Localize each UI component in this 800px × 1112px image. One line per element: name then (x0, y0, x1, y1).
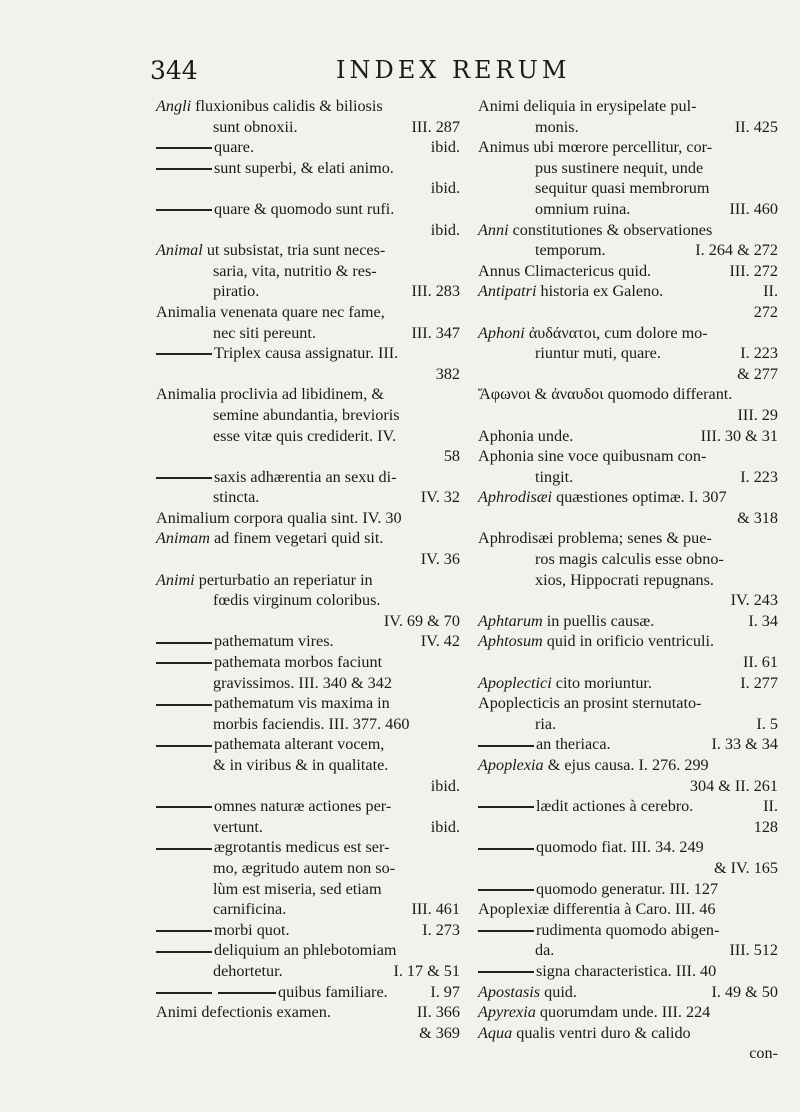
index-line (478, 899, 778, 920)
repeat-dash (156, 745, 212, 747)
repeat-dash (218, 992, 276, 994)
index-text: 272 (753, 302, 778, 321)
index-line (156, 137, 460, 158)
index-line (156, 549, 460, 570)
index-line (478, 405, 778, 426)
index-line (478, 240, 778, 261)
index-lemma: Apoplectici (478, 673, 552, 692)
index-text: ægrotantis medicus est ser- (214, 838, 390, 857)
repeat-dash (156, 477, 212, 479)
index-line (478, 384, 778, 405)
index-text: morbis faciendis. III. 377. 460 (213, 714, 410, 733)
index-line (156, 652, 460, 673)
index-text: Annus Climactericus quid. (478, 261, 652, 280)
page-reference: III. 272 (729, 261, 778, 280)
index-text: in puellis causæ. (542, 611, 655, 630)
index-text: & in viribus & in qualitate. (213, 756, 389, 774)
index-text: quorumdam unde. III. 224 (535, 1003, 711, 1022)
index-line (156, 343, 460, 364)
page-reference: I. 264 & 272 (695, 241, 778, 260)
index-text: IV. 36 (420, 550, 460, 569)
repeat-dash (478, 806, 534, 808)
index-line (478, 611, 778, 632)
index-line (478, 920, 778, 941)
index-line (478, 261, 778, 282)
page-reference: II. (763, 282, 778, 301)
index-line (478, 755, 778, 776)
index-line (156, 302, 460, 323)
index-text: constitutiones & observationes (508, 220, 713, 239)
index-line (156, 796, 460, 817)
index-line (156, 611, 460, 632)
page-reference: III. 347 (411, 323, 460, 342)
index-text: morbi quot. (214, 920, 290, 939)
index-text: quare. (214, 138, 254, 157)
page-reference: II. (763, 797, 778, 816)
index-text: lædit actiones à cerebro. (536, 797, 694, 816)
repeat-dash (156, 642, 212, 644)
left-column (156, 96, 460, 1043)
repeat-dash (156, 930, 212, 932)
index-line (478, 446, 778, 467)
index-line (478, 137, 778, 158)
index-line (156, 755, 460, 776)
index-text: Aphonia sine voce quibusnam con- (478, 447, 707, 466)
index-lemma: Apoplexia (478, 756, 544, 774)
index-text: pathematum vis maxima in (214, 694, 390, 713)
index-text: Animalia proclivia ad libidinem, & (156, 385, 384, 404)
index-text: Animalium corpora qualia sint. IV. 30 (156, 508, 402, 527)
index-line (478, 1002, 778, 1023)
index-line (156, 323, 460, 344)
index-line (156, 714, 460, 735)
index-text: perturbatio an reperiatur in (194, 570, 373, 589)
index-text: Triplex causa assignatur. III. (214, 344, 399, 363)
repeat-dash (156, 951, 212, 953)
index-line (478, 281, 778, 302)
index-text: gravissimos. III. 340 & 342 (213, 673, 392, 692)
repeat-dash (156, 992, 212, 994)
index-text: monis. (535, 117, 579, 136)
index-text: ἀυδάνατοι, cum dolore mo- (524, 323, 708, 342)
index-text: 382 (435, 364, 460, 383)
index-text: 304 & II. 261 (689, 776, 778, 795)
index-text: 128 (753, 817, 778, 836)
index-line (156, 734, 460, 755)
index-text: signa characteristica. III. 40 (536, 961, 717, 980)
index-line (478, 528, 778, 549)
index-line (478, 199, 778, 220)
index-text: quid. (540, 982, 577, 1001)
index-lemma: Animi (156, 570, 195, 589)
page-reference: I. 97 (430, 982, 460, 1001)
repeat-dash (156, 662, 212, 664)
index-text: 58 (443, 447, 460, 466)
index-line (478, 1023, 778, 1044)
index-text: ibid. (430, 179, 460, 198)
index-text: fluxionibus calidis & biliosis (191, 97, 383, 115)
index-line (478, 796, 778, 817)
index-line (156, 961, 460, 982)
index-line (478, 487, 778, 508)
index-line (156, 220, 460, 241)
index-line (156, 508, 460, 529)
page-reference: III. 287 (411, 117, 460, 136)
index-text: pus sustinere nequit, unde (535, 158, 704, 177)
index-text: Ἄφωνοι & ἀναυδοι quomodo differant. (478, 385, 733, 404)
index-text: ut subsistat, tria sunt neces- (202, 241, 386, 260)
index-line (156, 570, 460, 591)
index-text: quæstiones optimæ. I. 307 (552, 488, 727, 507)
repeat-dash (156, 848, 212, 850)
index-text: & ejus causa. I. 276. 299 (543, 756, 709, 774)
index-line (478, 343, 778, 364)
index-line (478, 982, 778, 1003)
index-text: esse vitæ quis crediderit. IV. (213, 426, 397, 445)
index-line (156, 467, 460, 488)
index-lemma: Apostasis (478, 982, 541, 1001)
page-reference: I. 33 & 34 (711, 735, 778, 754)
index-line (156, 178, 460, 199)
index-text: Animi defectionis examen. (156, 1003, 331, 1022)
index-text: rudimenta quomodo abigen- (536, 920, 720, 939)
index-line (156, 693, 460, 714)
page-reference: I. 223 (740, 467, 778, 486)
index-text: sunt superbi, & elati animo. (214, 158, 394, 177)
index-line (156, 1023, 460, 1044)
index-line (478, 220, 778, 241)
index-line (478, 858, 778, 879)
index-line (478, 837, 778, 858)
index-text: quare & quomodo sunt rufi. (214, 199, 395, 218)
index-text: riuntur muti, quare. (535, 344, 661, 363)
index-line (478, 1043, 778, 1064)
page-reference: II. 366 (416, 1003, 460, 1022)
index-text: quid in orificio ventriculi. (542, 632, 715, 651)
index-lemma: Aphrodisæi (478, 488, 553, 507)
index-text: qualis ventri duro & calido (512, 1023, 691, 1042)
page-reference: I. 49 & 50 (711, 982, 778, 1001)
page-reference: ibid. (430, 138, 460, 157)
index-text: Animi deliquia in erysipelate pul- (478, 97, 697, 115)
index-text: lùm est miseria, sed etiam (213, 879, 382, 898)
index-line (478, 549, 778, 570)
index-lemma: Apyrexia (478, 1003, 536, 1022)
index-line (478, 714, 778, 735)
page-reference: III. 30 & 31 (700, 426, 778, 445)
index-line (478, 158, 778, 179)
index-line (156, 281, 460, 302)
index-line (478, 302, 778, 323)
index-text: pathemata alterant vocem, (214, 735, 385, 754)
index-line (156, 426, 460, 447)
index-line (156, 590, 460, 611)
index-text: con- (749, 1044, 778, 1063)
index-text: & IV. 165 (713, 858, 778, 877)
repeat-dash (478, 889, 534, 891)
index-line (478, 467, 778, 488)
index-line (156, 940, 460, 961)
index-lemma: Anni (478, 220, 509, 239)
index-lemma: Aqua (478, 1023, 513, 1042)
running-title: INDEX RERUM (336, 56, 571, 84)
index-line (156, 982, 460, 1003)
index-line (156, 899, 460, 920)
index-text: omnes naturæ actiones per- (214, 797, 392, 816)
index-text: IV. 243 (730, 591, 778, 610)
index-text: pathemata morbos faciunt (214, 653, 383, 672)
index-line (156, 240, 460, 261)
repeat-dash (478, 971, 534, 973)
index-text: II. 61 (742, 653, 778, 672)
index-text: ad finem vegetari quid sit. (209, 529, 384, 548)
repeat-dash (156, 704, 212, 706)
page-reference: II. 425 (734, 117, 778, 136)
page-reference: IV. 42 (420, 632, 460, 651)
page-reference: I. 17 & 51 (393, 961, 460, 980)
index-text: an theriaca. (536, 735, 611, 754)
index-line (478, 673, 778, 694)
index-text: quomodo generatur. III. 127 (536, 879, 719, 898)
index-text: ria. (535, 714, 557, 733)
index-text: semine abundantia, brevioris (213, 405, 400, 424)
index-text: saria, vita, nutritio & res- (213, 261, 377, 280)
page-header (0, 56, 800, 96)
index-line (478, 879, 778, 900)
index-text: dehortetur. (213, 961, 283, 980)
index-lemma: Antipatri (478, 282, 537, 301)
index-text: Apoplecticis an prosint sternutato- (478, 694, 702, 713)
repeat-dash (478, 848, 534, 850)
index-text: piratio. (213, 282, 260, 301)
repeat-dash (156, 168, 212, 170)
index-line (478, 570, 778, 591)
index-line (478, 940, 778, 961)
index-line (478, 364, 778, 385)
index-text: stincta. (213, 488, 260, 507)
index-line (478, 734, 778, 755)
index-line (156, 261, 460, 282)
page-reference: III. 283 (411, 282, 460, 301)
index-text: da. (535, 941, 555, 960)
index-text: ros magis calculis esse obno- (535, 550, 724, 569)
index-text: & 277 (737, 364, 778, 383)
right-column (478, 96, 778, 1064)
index-text: & 318 (737, 508, 778, 527)
index-text: & 369 (419, 1023, 460, 1042)
page-reference: ibid. (430, 817, 460, 836)
index-line (478, 961, 778, 982)
index-line (156, 364, 460, 385)
index-text: III. 29 (737, 405, 778, 424)
index-text: Animus ubi mœrore percellitur, cor- (478, 138, 713, 157)
page-reference: III. 461 (411, 900, 460, 919)
index-text: vertunt. (213, 817, 263, 836)
index-line (156, 487, 460, 508)
index-line (478, 323, 778, 344)
index-text: xios, Hippocrati repugnans. (535, 570, 714, 589)
index-text: saxis adhærentia an sexu di- (214, 467, 397, 486)
index-line (156, 837, 460, 858)
index-line (478, 426, 778, 447)
index-text: ibid. (430, 220, 460, 239)
index-text: Aphonia unde. (478, 426, 574, 445)
index-text: nec siti pereunt. (213, 323, 316, 342)
index-line (478, 590, 778, 611)
index-text: tingit. (535, 467, 574, 486)
index-lemma: Aphtarum (478, 611, 543, 630)
page-number: 344 (150, 56, 198, 85)
index-text: Animalia venenata quare nec fame, (156, 302, 385, 321)
index-line (478, 178, 778, 199)
index-line (156, 199, 460, 220)
repeat-dash (156, 806, 212, 808)
index-text: Apoplexiæ differentia à Caro. III. 46 (478, 900, 716, 919)
index-line (478, 96, 778, 117)
index-line (156, 1002, 460, 1023)
page-reference: III. 460 (729, 199, 778, 218)
page-reference: IV. 32 (420, 488, 460, 507)
page-reference: I. 5 (756, 714, 778, 733)
repeat-dash (478, 745, 534, 747)
repeat-dash (156, 147, 212, 149)
index-line (156, 117, 460, 138)
index-line (156, 446, 460, 467)
repeat-dash (156, 209, 212, 211)
index-line (156, 673, 460, 694)
index-line (156, 879, 460, 900)
index-text: temporum. (535, 241, 606, 260)
index-text: omnium ruina. (535, 199, 631, 218)
index-line (478, 693, 778, 714)
index-text: carnificina. (213, 900, 287, 919)
page-reference: I. 273 (422, 920, 460, 939)
index-line (478, 631, 778, 652)
repeat-dash (478, 930, 534, 932)
index-text: quomodo fiat. III. 34. 249 (536, 838, 704, 857)
index-line (156, 158, 460, 179)
index-text: historia ex Galeno. (536, 282, 664, 301)
index-line (156, 920, 460, 941)
index-line (478, 652, 778, 673)
index-text: quibus familiare. (278, 982, 388, 1001)
index-text: mo, ægritudo autem non so- (213, 858, 396, 877)
page-reference: I. 223 (740, 344, 778, 363)
index-text: ibid. (430, 776, 460, 795)
index-line (156, 384, 460, 405)
index-line (156, 776, 460, 797)
index-text: cito moriuntur. (551, 673, 652, 692)
index-lemma: Animal (156, 241, 203, 260)
index-lemma: Aphtosum (478, 632, 543, 651)
index-line (478, 817, 778, 838)
index-text: Aphrodisæi problema; senes & pue- (478, 529, 712, 548)
page-reference: I. 277 (740, 673, 778, 692)
index-text: fœdis virginum coloribus. (213, 591, 381, 610)
index-lemma: Animam (156, 529, 210, 548)
page-reference: I. 34 (748, 611, 778, 630)
index-text: deliquium an phlebotomiam (214, 941, 397, 960)
index-line (156, 858, 460, 879)
index-text: IV. 69 & 70 (383, 611, 460, 630)
index-line (478, 776, 778, 797)
repeat-dash (156, 353, 212, 355)
index-line (156, 631, 460, 652)
index-line (478, 117, 778, 138)
index-lemma: Aphoni (478, 323, 525, 342)
page-reference: III. 512 (729, 941, 778, 960)
index-line (156, 96, 460, 117)
index-line (478, 508, 778, 529)
index-text: sequitur quasi membrorum (535, 179, 710, 198)
index-lemma: Angli (156, 97, 192, 115)
index-text: pathematum vires. (214, 632, 334, 651)
index-line (156, 528, 460, 549)
index-text: sunt obnoxii. (213, 117, 298, 136)
index-line (156, 405, 460, 426)
index-line (156, 817, 460, 838)
